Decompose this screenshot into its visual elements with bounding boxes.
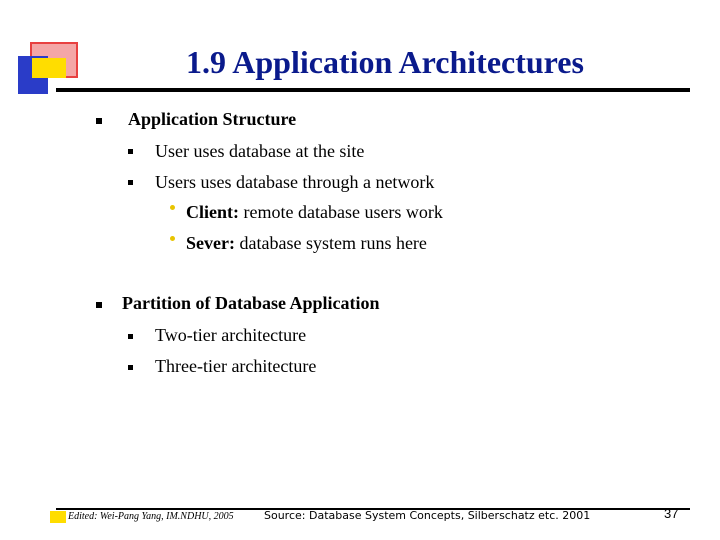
sub-list-item: [186, 202, 443, 223]
square-bullet-icon: [96, 118, 102, 124]
slide-title: 1.9 Application Architectures: [186, 44, 584, 80]
square-bullet-icon: [128, 334, 133, 339]
square-bullet-icon: [128, 180, 133, 185]
list-item: Three-tier architecture: [155, 356, 317, 376]
dot-bullet-icon: [170, 205, 175, 210]
list-item: User uses database at the site: [155, 141, 365, 161]
square-bullet-icon: [96, 302, 102, 308]
list-item: Two-tier architecture: [155, 325, 307, 345]
footer-yellow-box: [50, 511, 66, 523]
sub-item-text: remote database users work: [239, 202, 443, 222]
square-bullet-icon: [128, 149, 133, 154]
section-heading: Application Structure: [128, 109, 297, 129]
footer-source: Source: Database System Concepts, Silberschatz etc. 2001: [264, 509, 591, 522]
sub-item-label: Sever:: [186, 233, 235, 253]
footer-edited: Edited: Wei-Pang Yang, IM.NDHU, 2005: [68, 511, 234, 522]
title-divider: [56, 88, 690, 92]
sub-item-text: database system runs here: [234, 233, 427, 253]
decor-yellow-square: [32, 58, 66, 78]
dot-bullet-icon: [170, 236, 175, 241]
sub-list-item: [186, 233, 427, 254]
sub-item-label: Client:: [186, 202, 239, 222]
square-bullet-icon: [128, 365, 133, 370]
page-number: 37: [664, 506, 679, 521]
section-heading: Partition of Database Application: [122, 293, 380, 313]
list-item: Users uses database through a network: [155, 172, 435, 192]
